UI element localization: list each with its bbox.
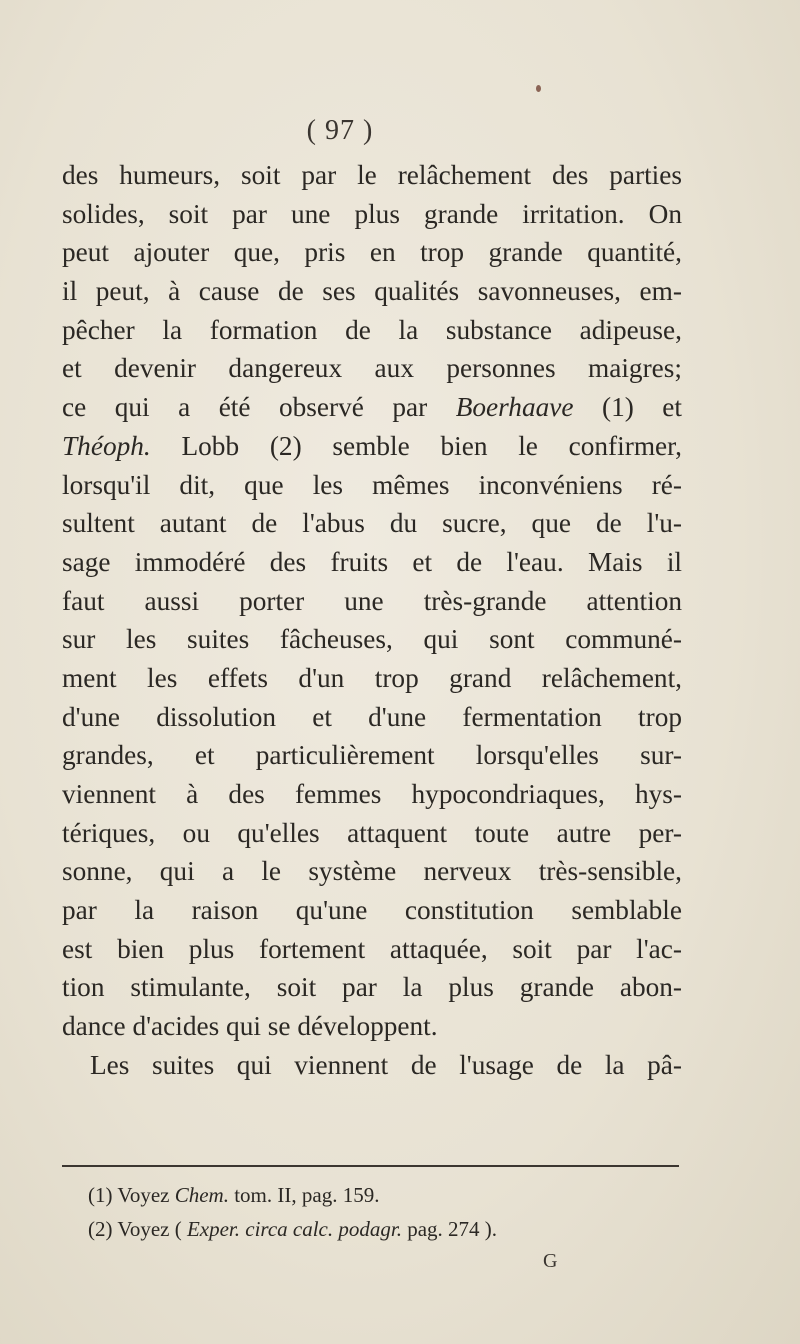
footnote-2-prefix: (2) Voyez ( (88, 1217, 182, 1241)
footnote-1-title: Chem. (174, 1183, 229, 1207)
text-line-8-tail: Lobb (2) semble bien le confirmer, (181, 430, 682, 461)
text-line-14: ment les effets d'un trop grand relâchement, (62, 662, 682, 693)
text-line-17: viennent à des femmes hypocondriaques, hys- (62, 779, 682, 809)
author-theoph: Théoph. (62, 430, 151, 461)
text-line-7 (62, 388, 682, 427)
text-line-22: tion stimulante, soit par la plus grande abon- (62, 972, 682, 1003)
text-line-12: faut aussi porter une très-grande attention (62, 585, 682, 616)
text-line-10: sultent autant de l'abus du sucre, que de l'u- (62, 508, 682, 539)
footnote-1-tail: tom. II, pag. 159. (234, 1183, 380, 1207)
footnote-1 (88, 1178, 688, 1212)
text-line-2: solides, soit par une plus grande irritation. On (62, 198, 682, 229)
footnote-rule (62, 1165, 679, 1167)
footnote-1-prefix: (1) Voyez (88, 1183, 170, 1207)
text-line-7-tail: (1) et (601, 392, 683, 423)
text-line-16: grandes, et particulièrement lorsqu'elles sur- (62, 740, 682, 771)
page-number: ( 97 ) (306, 115, 374, 146)
author-boerhaave: Boerhaave (455, 392, 574, 423)
footnote-2-tail: pag. 274 ). (407, 1217, 498, 1241)
text-line-7-head: ce qui a été observé par (62, 392, 428, 423)
text-line-8 (62, 427, 682, 466)
text-line-20: par la raison qu'une constitution semblable (62, 895, 682, 926)
text-line-4: il peut, à cause de ses qualités savonneuses, em- (62, 276, 682, 307)
text-line-18: tériques, ou qu'elles attaquent toute autre per- (62, 817, 682, 848)
text-line-13: sur les suites fâcheuses, qui sont communé- (62, 624, 682, 655)
text-line-3: peut ajouter que, pris en trop grande quantité, (62, 237, 682, 268)
text-line-24: Les suites qui viennent de l'usage de la pâ- (90, 1049, 682, 1080)
text-line-21: est bien plus fortement attaquée, soit par l'ac- (62, 933, 682, 964)
footnote-2-title: Exper. circa calc. podagr. (186, 1217, 402, 1241)
ink-speck (536, 85, 541, 92)
text-line-15: d'une dissolution et d'une fermentation trop (62, 701, 682, 732)
text-line-5: pêcher la formation de la substance adipeuse, (62, 314, 682, 345)
text-line-19: sonne, qui a le système nerveux très-sensible, (62, 856, 682, 887)
text-line-9: lorsqu'il dit, que les mêmes inconvéniens ré- (62, 469, 682, 500)
text-line-11: sage immodéré des fruits et de l'eau. Mais il (62, 546, 682, 577)
text-line-1: des humeurs, soit par le relâchement des parties (62, 160, 682, 190)
body-text (62, 156, 682, 1085)
signature-mark: G (543, 1250, 558, 1272)
text-line-23: dance d'acides qui se développent. (62, 1011, 438, 1042)
footnote-2 (88, 1212, 688, 1246)
footnotes (88, 1178, 688, 1246)
text-line-6: et devenir dangereux aux personnes maigres; (62, 353, 682, 384)
